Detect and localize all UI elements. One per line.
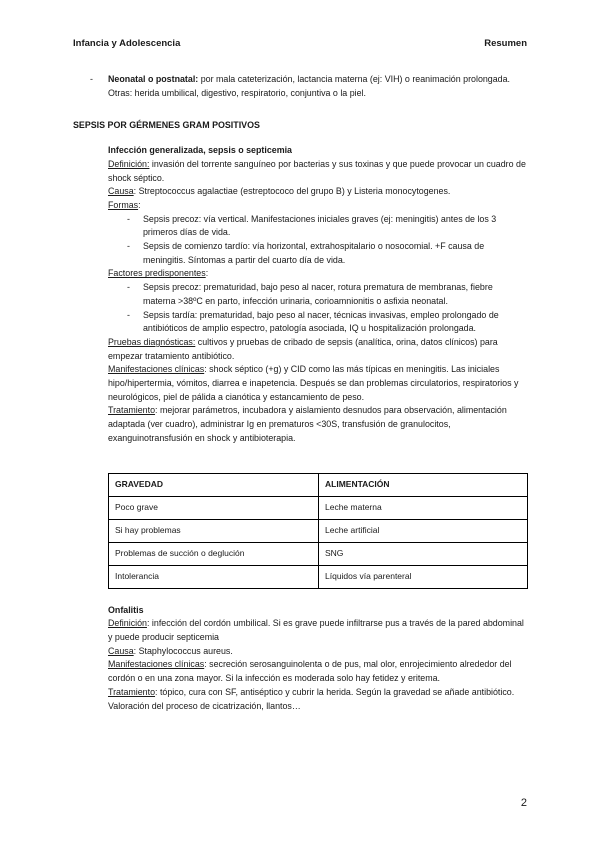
- feeding-table: [108, 473, 528, 589]
- sepsis-definicion: Definición: invasión del torrente sanguíneo por bacterias y sus toxinas y que puede provocar un cuadro de shock séptico.: [108, 158, 526, 183]
- sepsis-manifestaciones: Manifestaciones clínicas: shock séptico (+g) y CID como las más típicas en meningitis. Las iniciales hipo/hipertermia, vómitos, diarrea e inapetencia. Después se dan problemas circulatorios, respiratorios y neurológicos, piel de pálida a cianótica y estancamiento de peso.: [108, 364, 519, 402]
- sepsis-pruebas: Pruebas diagnósticas: cultivos y pruebas de cribado de sepsis (analítica, orina, datos clínicos) para empezar tratamiento antibiótico.: [108, 336, 498, 361]
- table-cell: Si hay problemas: [109, 519, 319, 542]
- onfalitis-causa: Causa: Staphylococcus aureus.: [108, 645, 233, 656]
- table-header-cell: ALIMENTACIÓN: [319, 473, 528, 496]
- sepsis-factores-label: Factores predisponentes:: [108, 268, 209, 279]
- sepsis-section: [73, 144, 527, 445]
- list-item: - Sepsis de comienzo tardío: vía horizontal, extrahospitalario o nosocomial. +F causa de meningitis. Síntomas a partir del cuarto día de vida.: [127, 241, 485, 265]
- sepsis-title: Infección generalizada, sepsis o septicemia: [108, 145, 292, 156]
- table-cell: Leche artificial: [319, 519, 528, 542]
- onfalitis-section: [73, 604, 527, 714]
- header-left: Infancia y Adolescencia: [73, 38, 181, 49]
- onfalitis-title: Onfalitis: [108, 604, 144, 615]
- sepsis-formas-label: Formas:: [108, 199, 141, 210]
- table-row: [109, 565, 528, 588]
- list-item: - Sepsis tardía: prematuridad, bajo peso al nacer, técnicas invasivas, empleo prolongado de antibióticos de amplio espectro, patología asociada, IQ u hospitalización prolongada.: [127, 309, 499, 334]
- table-cell: Poco grave: [109, 496, 319, 519]
- section-title: SEPSIS POR GÉRMENES GRAM POSITIVOS: [73, 120, 260, 131]
- bullet-marker: -: [90, 74, 93, 84]
- table-cell: SNG: [319, 542, 528, 565]
- sepsis-tratamiento: Tratamiento: mejorar parámetros, incubadora y aislamiento desnudos para observación, alimentación adaptada (ver cuadro), administrar Ig en prematuros <30S, transfusión de granulocitos, exanguinotransfusión en shock y antibioterapia.: [108, 405, 507, 443]
- onfalitis-definicion: Definición: infección del cordón umbilical. Si es grave puede infiltrarse pus a través de la pared abdominal y puede producir septicemia: [108, 618, 524, 642]
- table-row: [109, 496, 528, 519]
- table-cell: Líquidos vía parenteral: [319, 565, 528, 588]
- list-item: - Sepsis precoz: vía vertical. Manifestaciones iniciales graves (ej: meningitis) antes de los 3 primeros días de vida.: [127, 213, 497, 238]
- table-header-row: [109, 473, 528, 496]
- header-right: Resumen: [484, 38, 527, 49]
- table-cell: Intolerancia: [109, 565, 319, 588]
- intro-bullet: [73, 73, 527, 100]
- table-header-cell: GRAVEDAD: [109, 473, 319, 496]
- page-number: 2: [520, 797, 527, 809]
- list-item: - Sepsis precoz: prematuridad, bajo peso al nacer, rotura prematura de membranas, fiebre materna >38ºC en parto, infección urinaria, corioamnionitis o asfixia neonatal.: [127, 282, 493, 306]
- sepsis-causa: Causa: Streptococcus agalactiae (estreptococo del grupo B) y Listeria monocytogenes.: [108, 186, 451, 197]
- onfalitis-manifestaciones: Manifestaciones clínicas: secreción serosanguinolenta o de pus, mal olor, enrojecimiento alrededor del cordón o en una zona mayor. Si la infección es moderada solo hay fetidez y eritema.: [108, 659, 512, 684]
- page-content: [73, 73, 527, 713]
- table-cell: Problemas de succión o deglución: [109, 542, 319, 565]
- intro-bullet-text: por mala cateterización, lactancia materna (ej: VIH) o reanimación prolongada. Otras: herida umbilical, digestivo, respiratorio, conjuntiva o la piel.: [108, 74, 511, 98]
- onfalitis-tratamiento: Tratamiento: tópico, cura con SF, antiséptico y cubrir la herida. Según la gravedad se añade antibiótico. Valoración del proceso de cicatrización, llantos…: [108, 686, 515, 711]
- table-row: [109, 519, 528, 542]
- table-row: [109, 542, 528, 565]
- intro-bullet-bold: Neonatal o postnatal:: [108, 74, 199, 84]
- table-cell: Leche materna: [319, 496, 528, 519]
